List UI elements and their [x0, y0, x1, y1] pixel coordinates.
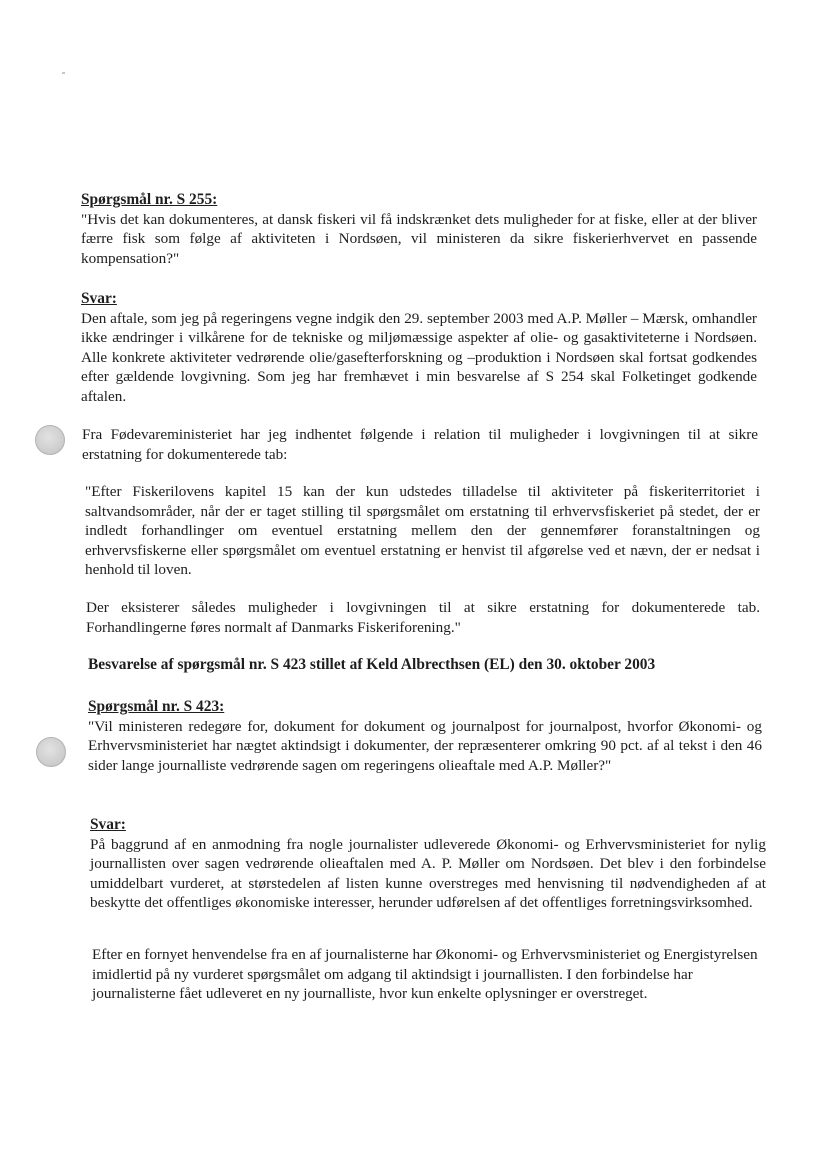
answer-255-block — [81, 289, 757, 407]
section-title-block — [88, 655, 768, 675]
answer-255-paragraph-4: Der eksisterer således muligheder i lovgivningen til at sikre erstatning for dokumenterede tab. Forhandlingerne føres normalt af Danmarks Fiskeriforening." — [86, 599, 760, 636]
answer-423-paragraph-1: På baggrund af en anmodning fra nogle journalister udleverede Økonomi- og Erhvervsministeriet for nylig journallisten over sagen vedrørende olieaftalen med A. P. Møller om Nordsøen. Det blev i den forbindelse umiddelbart vurderet, at størstedelen af listen kunne overstreges med henvisning til nødvendigheden af at beskytte det offentliges økonomiske interesser, herunder udførelsen af det offentliges forretningsvirksomhed. — [90, 835, 766, 912]
question-423-heading: Spørgsmål nr. S 423: — [88, 698, 225, 715]
answer-255-paragraph-4-block — [86, 598, 760, 637]
answer-255-heading: Svar: — [81, 290, 117, 307]
question-255-text: "Hvis det kan dokumenteres, at dansk fiskeri vil få indskrænket dets muligheder for at fiske, eller at der bliver færre fisk som følge af aktiviteten i Nordsøen, vil ministeren da sikre fiskerierhvervet en passende kompensation?" — [81, 210, 757, 267]
section-title: Besvarelse af spørgsmål nr. S 423 stillet af Keld Albrecthsen (EL) den 30. oktober 2003 — [88, 656, 656, 673]
question-423-text: "Vil ministeren redegøre for, dokument for dokument og journalpost for journalpost, hvorfor Økonomi- og Erhvervsministeriet har nægtet aktindsigt i dokumenter, der repræsenterer omkring 90 pct. af al tekst i den 46 sider lange journalliste vedrørende sagen om regeringens olieaftale med A.P. Møller?" — [88, 717, 762, 774]
answer-255-paragraph-3: "Efter Fiskerilovens kapitel 15 kan der kun udstedes tilladelse til aktiviteter på fiskeriterritoriet i saltvandsområder, når der er taget stilling til spørgsmålet om erstatning til erhvervsfiskeriet på stedet, der er indledt forhandlinger om eventuel erstatning mellem den der gennemfører foranstaltningen og erhvervsfiskerne eller spørgsmålet om eventuel erstatning er henvist til afgørelse ved et nævn, der er nedsat i henhold til loven. — [85, 483, 760, 579]
answer-423-paragraph-2: Efter en fornyet henvendelse fra en af journalisterne har Økonomi- og Erhvervsministeriet og Energistyrelsen imidlertid på ny vurderet spørgsmålet om adgang til aktindsigt i journallisten. I den forbindelse har journalisterne fået udleveret en ny journalliste, hvor kun enkelte oplysninger er overstreget. — [92, 946, 758, 1003]
question-255-block — [81, 190, 757, 268]
answer-255-paragraph-1: Den aftale, som jeg på regeringens vegne indgik den 29. september 2003 med A.P. Møller – Mærsk, omhandler ikke ændringer i vilkårene for de tekniske og miljømæssige aspekter af olie- og gasaktiviteterne i Nordsøen. Alle konkrete aktiviteter vedrørende olie/gasefterforskning og –produktion i Nordsøen skal fortsat godkendes efter gældende lovgivning. Som jeg har fremhævet i min besvarelse af S 254 skal Folketinget godkende aftalen. — [81, 309, 757, 405]
scan-speck — [62, 72, 65, 74]
answer-423-heading: Svar: — [90, 816, 126, 833]
punch-hole-icon — [36, 737, 66, 767]
question-423-block — [88, 697, 762, 775]
punch-hole-icon — [35, 425, 65, 455]
answer-255-paragraph-2-block — [82, 425, 758, 464]
answer-423-paragraph-2-block — [92, 945, 768, 1004]
answer-255-paragraph-2: Fra Fødevareministeriet har jeg indhentet følgende i relation til muligheder i lovgivningen til at sikre erstatning for dokumenterede tab: — [82, 426, 758, 463]
question-255-heading: Spørgsmål nr. S 255: — [81, 191, 218, 208]
answer-423-block — [90, 815, 766, 913]
answer-255-quote-block — [85, 482, 760, 580]
